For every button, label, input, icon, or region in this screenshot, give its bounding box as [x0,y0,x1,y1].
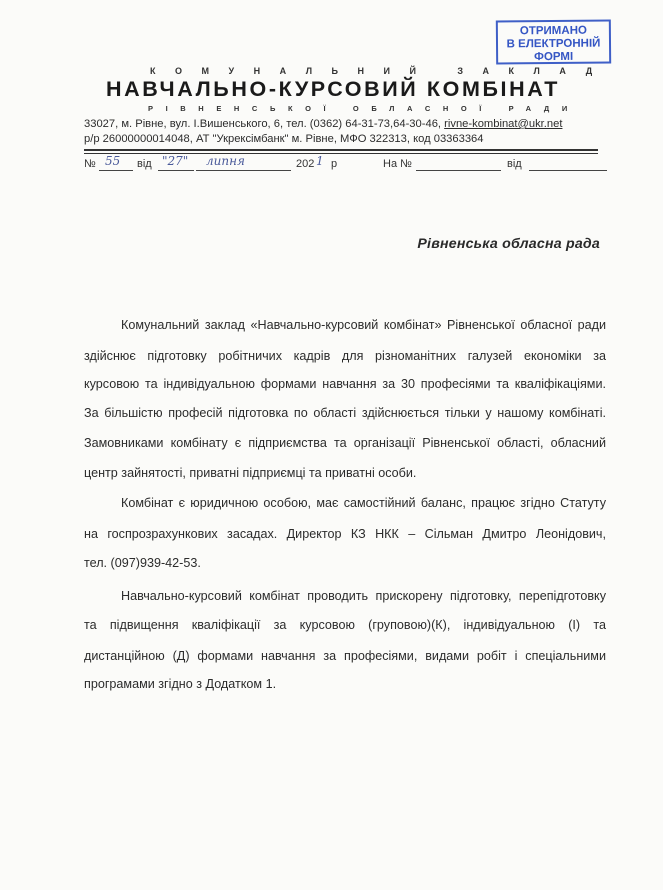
addressee: Рівненська обласна рада [417,236,600,252]
letterhead-top: КОМУНАЛЬНИЙ ЗАКЛАД [150,66,612,76]
received-stamp [496,19,611,64]
body-line: програмами згідно з Додатком 1. [84,677,277,691]
ref-reply-date-blank [529,157,607,171]
letterhead-sub: РІВНЕНСЬКОЇ ОБЛАСНОЇ РАДИ [148,104,580,113]
ref-reply-no-blank [416,157,501,171]
stamp-line: ФОРМІ [534,50,574,64]
ref-date-label: від [137,158,152,170]
ref-year-suffix: 1 [316,154,324,168]
divider-thick [84,149,598,151]
ref-reply-no-label: На № [383,158,412,170]
stamp-line: ОТРИМАНО [519,24,587,38]
address-text: 33027, м. Рівне, вул. І.Вишенського, 6, тел. (0362) 64-31-73,64-30-46, [84,118,445,130]
ref-month-value: липня [206,154,245,168]
letterhead-title: НАВЧАЛЬНО-КУРСОВИЙ КОМБІНАТ [105,77,561,101]
body-line: Комбінат є юридичною особою, має самостійний баланс, працює згідно Статуту [121,496,606,510]
body-line: здійснює підготовку робітничих кадрів для різноманітних галузей економіки за [84,349,606,363]
ref-year-label: р [331,158,338,170]
body-line: Навчально-курсовий комбінат проводить прискорену підготовку, перепідготовку [121,589,606,603]
letterhead-address [84,118,624,130]
email-link[interactable]: rivne-kombinat@ukr.net [444,118,563,130]
ref-year-prefix: 202 [296,158,315,170]
body-line: та підвищення кваліфікації за курсовою (груповою)(К), індивідуальною (І) та [84,618,606,632]
body-line: центр зайнятості, приватні підприємці та приватні особи. [84,466,417,480]
body-line: дистанційною (Д) формами навчання за професіями, видами робіт і спеціальними [84,649,606,663]
body-line: на госпрозрахункових засадах. Директор КЗ НКК – Сільман Дмитро Леонідович, [84,527,606,541]
ref-no-value: 55 [105,154,121,168]
letterhead-bank: р/р 26000000014048, АТ "Укрексімбанк" м. Рівне, МФО 322313, код 03363364 [84,133,484,145]
ref-no-label: № [84,158,96,170]
body-line: тел. (097)939-42-53. [84,556,201,570]
ref-day-value: "27" [162,154,189,168]
body-line: Комунальний заклад «Навчально-курсовий комбінат» Рівненської обласної ради [121,318,606,332]
body-line: За більшістю професій підготовка по області здійснюється тільки у нашому комбінаті. [84,406,606,420]
body-line: курсовою та індивідуальною формами навчання за 30 професіями та кваліфікаціями. [84,377,606,391]
body-line: Замовниками комбінату є підприємства та організації Рівненської області, обласний [84,436,606,450]
ref-reply-date-label: від [507,158,522,170]
stamp-line: В ЕЛЕКТРОННІЙ [506,37,601,51]
